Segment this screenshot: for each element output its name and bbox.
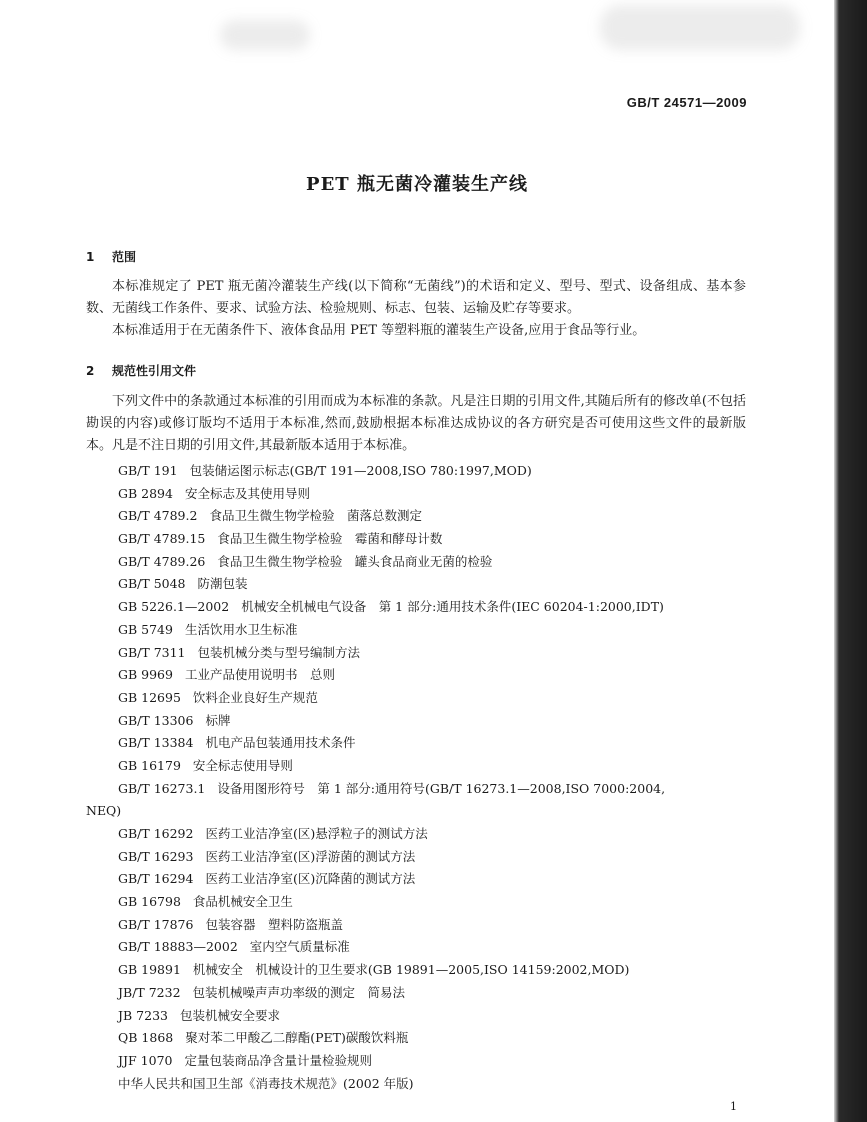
reference-item: QB 1868 聚对苯二甲酸乙二醇酯(PET)碳酸饮料瓶: [118, 1030, 409, 1046]
reference-item: GB/T 13306 标牌: [118, 712, 231, 728]
reference-list: [86, 460, 756, 1095]
reference-item: GB 16179 安全标志使用导则: [118, 757, 293, 773]
scan-smudge: [600, 5, 800, 50]
reference-item: GB/T 4789.15 食品卫生微生物学检验 霉菌和酵母计数: [118, 531, 443, 547]
section-number: 2: [86, 364, 95, 378]
scan-edge: [834, 0, 867, 1122]
reference-item: JJF 1070 定量包装商品净含量计量检验规则: [118, 1052, 372, 1068]
page-number: 1: [730, 1100, 737, 1113]
document-title: PET 瓶无菌冷灌装生产线: [306, 174, 528, 195]
reference-item: GB/T 18883—2002 室内空气质量标准: [118, 939, 350, 955]
reference-item: GB 5749 生活饮用水卫生标准: [118, 621, 298, 637]
reference-item: GB/T 4789.26 食品卫生微生物学检验 罐头食品商业无菌的检验: [118, 553, 493, 569]
reference-item: GB/T 17876 包装容器 塑料防盗瓶盖: [118, 916, 343, 932]
section-2-heading: [86, 362, 196, 379]
reference-item: GB/T 7311 包装机械分类与型号编制方法: [118, 644, 361, 660]
section-1-heading: [86, 248, 136, 265]
reference-item: GB 2894 安全标志及其使用导则: [118, 485, 310, 501]
section-1-paragraph: 本标准规定了 PET 瓶无菌冷灌装生产线(以下简称“无菌线”)的术语和定义、型号、型式、设备组成、基本参数、无菌线工作条件、要求、试验方法、检验规则、标志、包装、运输及贮存等要求。: [86, 279, 746, 316]
reference-item: GB/T 16292 医药工业洁净室(区)悬浮粒子的测试方法: [118, 826, 428, 841]
reference-item: GB 9969 工业产品使用说明书 总则: [118, 667, 335, 683]
scan-smudge: [220, 20, 310, 50]
reference-item: GB/T 13384 机电产品包装通用技术条件: [118, 735, 356, 751]
section-2-intro: 下列文件中的条款通过本标准的引用而成为本标准的条款。凡是注日期的引用文件,其随后所有的修改单(不包括勘误的内容)或修订版均不适用于本标准,然而,鼓励根据本标准达成协议的各方研究是否可使用这些文件的最新版本。凡是不注日期的引用文件,其最新版本适用于本标准。: [86, 394, 746, 453]
reference-item: GB 12695 饮料企业良好生产规范: [118, 689, 318, 705]
section-title: 范围: [112, 250, 137, 264]
reference-item: GB/T 191 包装储运图示标志(GB/T 191—2008,ISO 780:1997,MOD): [118, 463, 532, 478]
reference-item: GB 19891 机械安全 机械设计的卫生要求(GB 19891—2005,ISO 14159:2002,MOD): [118, 962, 630, 978]
section-title: 规范性引用文件: [112, 364, 197, 378]
reference-item: GB 16798 食品机械安全卫生: [118, 894, 293, 910]
reference-item: GB 5226.1—2002 机械安全机械电气设备 第 1 部分:通用技术条件(IEC 60204-1:2000,IDT): [118, 599, 664, 615]
reference-item: JB 7233 包装机械安全要求: [118, 1007, 280, 1023]
standard-number: GB/T 24571—2009: [626, 95, 747, 110]
reference-item: JB/T 7232 包装机械噪声声功率级的测定 简易法: [118, 984, 406, 1000]
reference-item: GB/T 16294 医药工业洁净室(区)沉降菌的测试方法: [118, 871, 416, 887]
reference-item: GB/T 5048 防潮包装: [118, 576, 248, 592]
reference-item: 中华人民共和国卫生部《消毒技术规范》(2002 年版): [118, 1075, 414, 1091]
section-number: 1: [86, 250, 95, 264]
reference-item: GB/T 16273.1 设备用图形符号 第 1 部分:通用符号(GB/T 16273.1—2008,ISO 7000:2004,: [118, 780, 666, 796]
reference-item: GB/T 16293 医药工业洁净室(区)浮游菌的测试方法: [118, 848, 416, 864]
reference-item-continuation: NEQ): [86, 803, 122, 819]
reference-item: GB/T 4789.2 食品卫生微生物学检验 菌落总数测定: [118, 508, 422, 524]
section-1-paragraph: 本标准适用于在无菌条件下、液体食品用 PET 等塑料瓶的灌装生产设备,应用于食品等行业。: [112, 323, 646, 338]
